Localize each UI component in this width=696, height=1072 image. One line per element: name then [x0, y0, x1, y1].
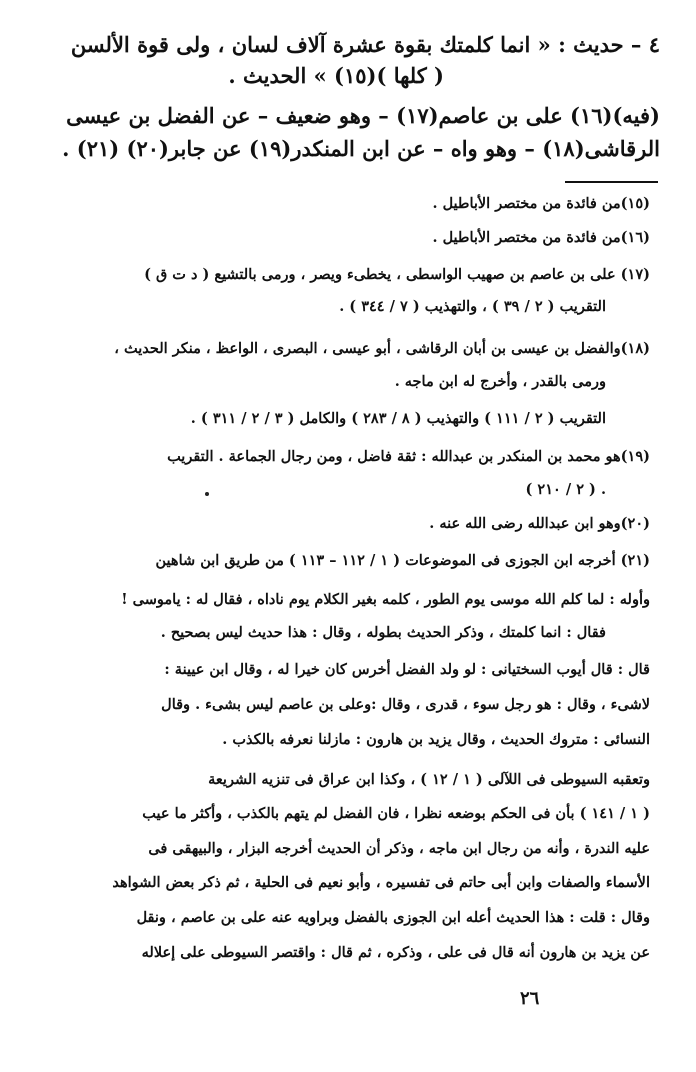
footnote-21-line-9: عليه الندرة ، وأنه من رجال ابن ماجه ، وذكر أن الحديث أخرجه البزار ، والبيهقى فى [148, 840, 650, 857]
hadith-line-3: (فيه)(١٦) على بن عاصم(١٧) – وهو ضعيف – عن الفضل بن عيسى [66, 103, 660, 128]
footnote-15: (١٥)من فائدة من مختصر الأباطيل . [432, 195, 650, 212]
footnote-18-line-2: ورمى بالقدر ، وأخرج له ابن ماجه . [394, 373, 606, 390]
footnote-21-line-3: فقال : انما كلمتك ، وذكر الحديث بطوله ، وقال : هذا حديث ليس بصحيح . [160, 624, 606, 641]
footnote-21-line-10: الأسماء والصفات وابن أبى حاتم فى تفسيره ، وأبو نعيم فى الحلية ، ثم ذكر بعض الشواهد [112, 874, 650, 891]
hadith-line-1: ٤ – حديث : « انما كلمتك بقوة عشرة آلاف لسان ، ولى قوة الألسن [70, 32, 660, 57]
footnote-18-line-1: (١٨)والفضل بن عيسى بن أبان الرقاشى ، أبو عيسى ، البصرى ، الواعظ ، منكر الحديث ، [114, 340, 650, 357]
footnote-21-line-11: وقال : قلت : هذا الحديث أعله ابن الجوزى بالفضل وبراويه عنه على بن عاصم ، ونقل [136, 909, 650, 926]
footnote-separator [565, 181, 658, 183]
hadith-line-2: ( كلها )(١٥) » الحديث . [228, 63, 444, 88]
footnote-19-line-2: ( ٢ / ٢١٠ ) . [525, 481, 606, 498]
footnote-18-line-3: التقريب ( ٢ / ١١١ ) والتهذيب ( ٨ / ٢٨٣ ) والكامل ( ٣ / ٢ / ٣١١ ) . [190, 410, 606, 427]
ink-speck [205, 492, 209, 496]
footnote-21-line-1: (٢١) أخرجه ابن الجوزى فى الموضوعات ( ١ / ١١٢ – ١١٣ ) من طريق ابن شاهين [155, 552, 650, 569]
footnote-21-line-2: وأوله : لما كلم الله موسى يوم الطور ، كلمه بغير الكلام يوم ناداه ، فقال له : ياموسى ! [121, 591, 650, 608]
footnote-21-line-6: النسائى : متروك الحديث ، وقال يزيد بن هارون : مازلنا نعرفه بالكذب . [222, 731, 650, 748]
footnote-17-line-2: التقريب ( ٢ / ٣٩ ) ، والتهذيب ( ٧ / ٣٤٤ ) . [339, 298, 606, 315]
footnote-20: (٢٠)وهو ابن عبدالله رضى الله عنه . [429, 515, 650, 532]
hadith-line-4: الرقاشى(١٨) – وهو واه – عن ابن المنكدر(١٩) عن جابر(٢٠) (٢١) . [62, 136, 660, 161]
footnote-21-line-12: عن يزيد بن هارون أنه قال فى على ، وذكره ، ثم قال : واقتصر السيوطى على إعلاله [141, 944, 650, 961]
page-number: ٢٦ [520, 988, 540, 1009]
footnote-21-line-8: ( ١ / ١٤١ ) بأن فى الحكم بوضعه نظرا ، فان الفضل لم يتهم بالكذب ، وأكثر ما عيب [142, 805, 650, 822]
footnote-16: (١٦)من فائدة من مختصر الأباطيل . [432, 229, 650, 246]
footnote-19-line-1: (١٩)هو محمد بن المنكدر بن عبدالله : ثقة فاضل ، ومن رجال الجماعة . التقريب [167, 448, 650, 465]
footnote-21-line-7: وتعقبه السيوطى فى اللآلى ( ١ / ١٢ ) ، وكذا ابن عراق فى تنزيه الشريعة [208, 771, 650, 788]
footnote-21-line-5: لاشىء ، وقال : هو رجل سوء ، قدرى ، وقال :وعلى بن عاصم ليس بشىء . وقال [161, 696, 650, 713]
footnote-17-line-1: (١٧) على بن عاصم بن صهيب الواسطى ، يخطىء ويصر ، ورمى بالتشيع ( د ت ق ) [144, 266, 650, 283]
footnote-21-line-4: قال : قال أيوب السختيانى : لو ولد الفضل أخرس كان خيرا له ، وقال ابن عيينة : [164, 661, 650, 678]
